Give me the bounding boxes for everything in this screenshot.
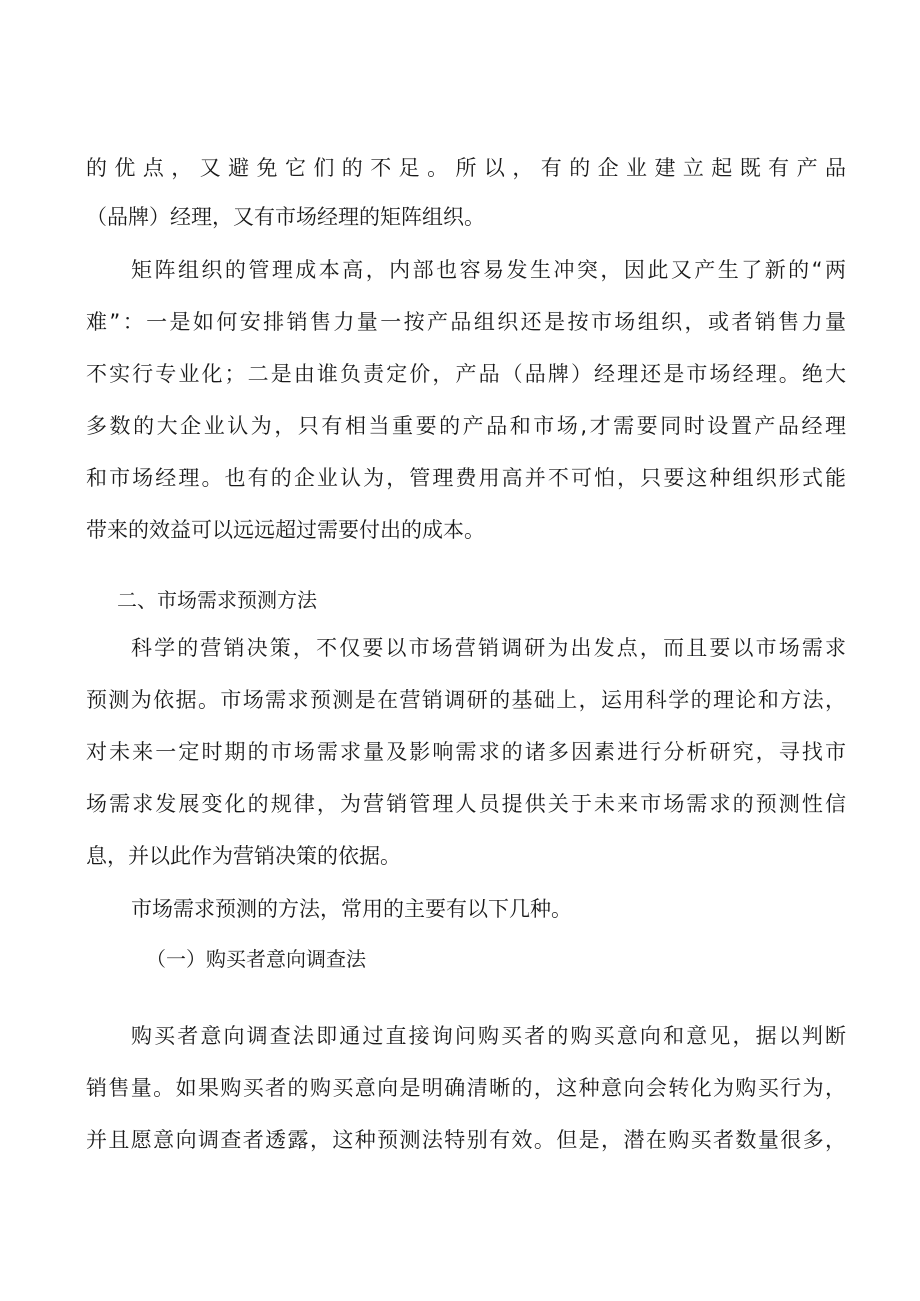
- paragraph-line: 并且愿意向调查者透露，这种预测法特别有效。但是，潜在购买者数量很多，: [86, 1128, 846, 1152]
- paragraph-line: 和市场经理。也有的企业认为，管理费用高并不可怕，只要这种组织形式能: [86, 466, 846, 490]
- paragraph-line: 不实行专业化；二是由谁负责定价，产品（品牌）经理还是市场经理。绝大: [86, 362, 846, 386]
- paragraph-line: 对未来一定时期的市场需求量及影响需求的诸多因素进行分析研究，寻找市: [86, 740, 846, 764]
- paragraph-line: 销售量。如果购买者的购买意向是明确清晰的，这种意向会转化为购买行为，: [86, 1076, 846, 1100]
- paragraph-line: 预测为依据。市场需求预测是在营销调研的基础上，运用科学的理论和方法，: [86, 688, 846, 712]
- paragraph-line: 科学的营销决策，不仅要以市场营销调研为出发点，而且要以市场需求: [131, 636, 846, 660]
- paragraph-line: 带来的效益可以远远超过需要付出的成本。: [86, 518, 485, 542]
- paragraph-line: 的优点，又避免它们的不足。所以，有的企业建立起既有产品: [86, 156, 846, 180]
- subsection-heading: （一）购买者意向调查法: [146, 947, 366, 971]
- section-heading: 二、市场需求预测方法: [117, 588, 317, 612]
- paragraph-line: 购买者意向调查法即通过直接询问购买者的购买意向和意见，据以判断: [131, 1024, 846, 1048]
- paragraph-line: 多数的大企业认为，只有相当重要的产品和市场,才需要同时设置产品经理: [86, 414, 846, 438]
- paragraph-line: 难”：一是如何安排销售力量一按产品组织还是按市场组织，或者销售力量: [86, 310, 846, 334]
- paragraph-line: 场需求发展变化的规律，为营销管理人员提供关于未来市场需求的预测性信: [86, 792, 846, 816]
- paragraph-line: 息，并以此作为营销决策的依据。: [86, 844, 401, 868]
- paragraph-line: 市场需求预测的方法，常用的主要有以下几种。: [131, 897, 572, 921]
- paragraph-line: 矩阵组织的管理成本高，内部也容易发生冲突，因此又产生了新的“两: [131, 258, 846, 282]
- paragraph-line: （品牌）经理，又有市场经理的矩阵组织。: [86, 205, 485, 229]
